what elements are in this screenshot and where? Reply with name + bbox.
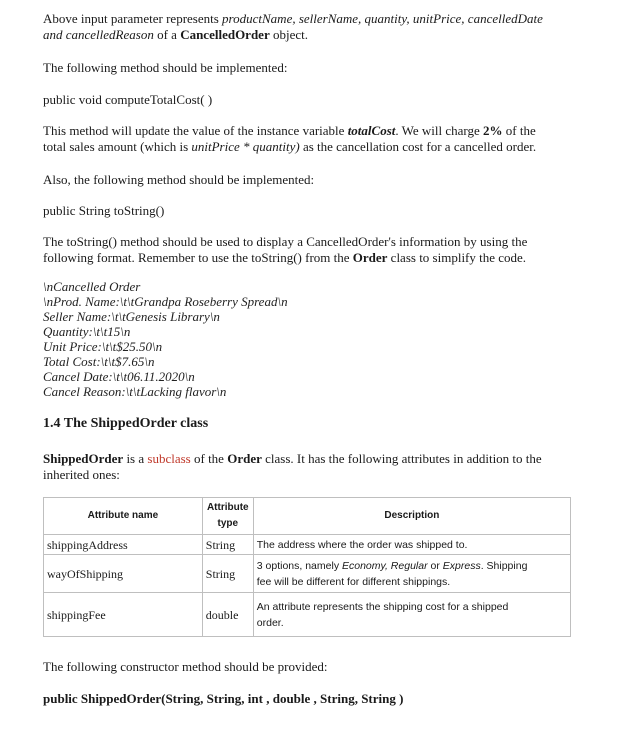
variable-name: totalCost xyxy=(347,123,396,138)
table-row xyxy=(44,535,571,555)
text: class. It has the following attributes in addition to the xyxy=(261,451,542,466)
attribute-description: The address where the order was shipped to. xyxy=(253,535,570,555)
paragraph-shippedorder xyxy=(43,451,573,483)
text: total sales amount (which is xyxy=(43,139,192,154)
text: order. xyxy=(256,616,284,629)
table-row xyxy=(44,593,571,637)
paragraph-input-params xyxy=(43,11,573,43)
format-line: Unit Price:\t\t$25.50\n xyxy=(43,339,163,354)
section-heading: 1.4 The ShippedOrder class xyxy=(43,416,209,431)
attributes-table xyxy=(43,497,571,637)
attribute-description xyxy=(253,593,570,637)
table-row xyxy=(44,555,571,593)
attribute-description xyxy=(253,555,570,593)
param-names: and cancelledReason xyxy=(43,27,154,42)
percentage: 2% xyxy=(483,123,503,138)
text: An attribute represents the shipping cost for a shipped xyxy=(256,600,509,613)
table-header-row xyxy=(44,498,571,535)
option-names: Economy, Regular xyxy=(341,559,428,572)
formula: unitPrice * quantity) xyxy=(191,139,300,154)
text: object. xyxy=(269,27,308,42)
class-name: Order xyxy=(227,451,262,466)
text: The toString() method should be used to display a CancelledOrder's information by using the xyxy=(43,234,528,249)
text: of a xyxy=(153,27,181,42)
class-name: Order xyxy=(352,250,388,265)
column-header: Attribute type xyxy=(202,498,253,535)
method-intro: The following method should be implemented: xyxy=(43,60,288,75)
text: or xyxy=(427,559,443,572)
text: of the xyxy=(190,451,228,466)
format-line: \nCancelled Order xyxy=(43,279,141,294)
method-signature: public String toString() xyxy=(43,203,165,218)
format-line: Cancel Reason:\t\tLacking flavor\n xyxy=(43,384,227,399)
format-line: \nProd. Name:\t\tGrandpa Roseberry Spread\n xyxy=(43,294,288,309)
class-name: ShippedOrder xyxy=(43,451,124,466)
class-name: CancelledOrder xyxy=(180,27,270,42)
format-line: Cancel Date:\t\t06.11.2020\n xyxy=(43,369,195,384)
param-names: productName, sellerName, quantity, unitPrice, cancelledDate xyxy=(222,11,543,26)
format-line: Total Cost:\t\t$7.65\n xyxy=(43,354,155,369)
text: 3 options, namely xyxy=(256,559,342,572)
text: . Shipping xyxy=(480,559,528,572)
text: following format. Remember to use the toString() from the xyxy=(43,250,353,265)
attribute-type: String xyxy=(202,535,253,555)
paragraph-tostring xyxy=(43,234,573,266)
column-header: Description xyxy=(253,498,570,535)
text: inherited ones: xyxy=(43,467,120,482)
text: is a xyxy=(123,451,148,466)
attribute-name: shippingFee xyxy=(44,593,203,637)
text: . We will charge xyxy=(395,123,484,138)
output-format-block xyxy=(43,279,573,399)
text: of the xyxy=(502,123,536,138)
text: fee will be different for different shippings. xyxy=(256,575,451,588)
column-header: Attribute name xyxy=(44,498,203,535)
method-signature: public void computeTotalCost( ) xyxy=(43,92,213,107)
option-names: Express xyxy=(442,559,481,572)
format-line: Quantity:\t\t15\n xyxy=(43,324,131,339)
format-line: Seller Name:\t\tGenesis Library\n xyxy=(43,309,220,324)
attribute-name: wayOfShipping xyxy=(44,555,203,593)
attribute-name: shippingAddress xyxy=(44,535,203,555)
attribute-type: double xyxy=(202,593,253,637)
text: This method will update the value of the instance variable xyxy=(43,123,348,138)
method-intro: Also, the following method should be implemented: xyxy=(43,172,315,187)
subclass-link[interactable]: subclass xyxy=(147,451,191,466)
text: as the cancellation cost for a cancelled order. xyxy=(299,139,537,154)
attribute-type: String xyxy=(202,555,253,593)
constructor-intro: The following constructor method should be provided: xyxy=(43,659,328,674)
constructor-signature: public ShippedOrder(String, String, int , double , String, String ) xyxy=(43,691,404,706)
text: class to simplify the code. xyxy=(387,250,527,265)
text: Above input parameter represents xyxy=(43,11,223,26)
paragraph-total-cost xyxy=(43,123,573,155)
